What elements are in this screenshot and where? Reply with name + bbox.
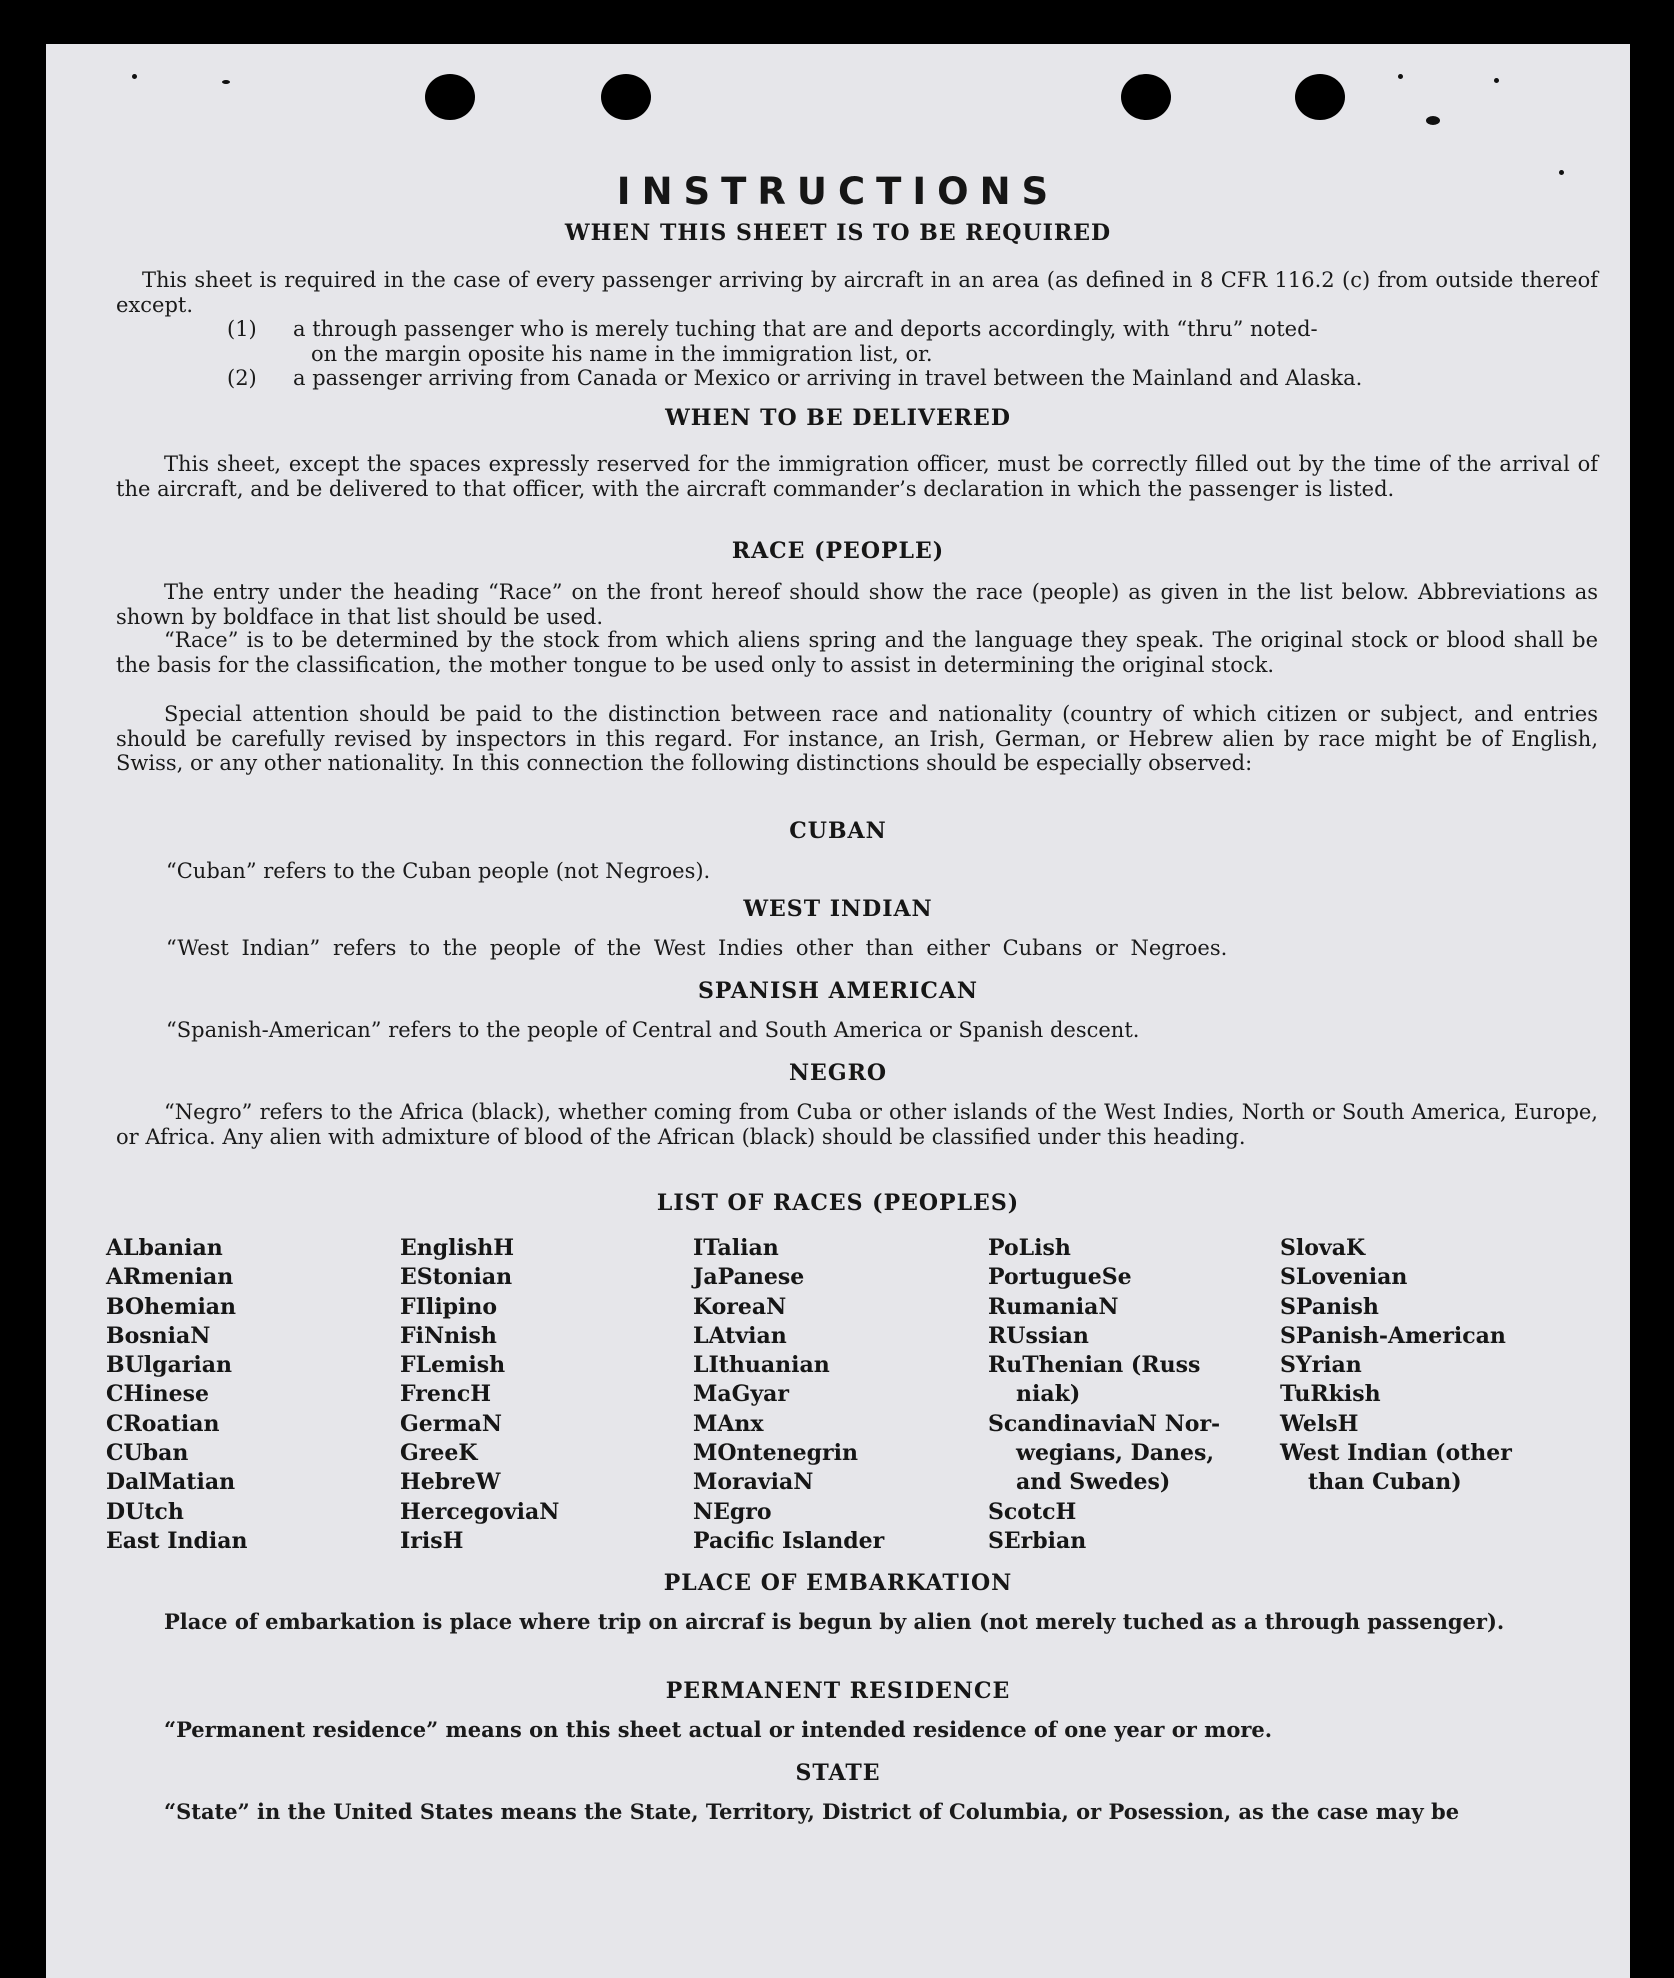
race-item-continued: than Cuban) bbox=[1308, 1469, 1462, 1496]
race-item: BosniaN bbox=[106, 1322, 211, 1349]
paragraph-race-2: “Race” is to be determined by the stock from which aliens spring and the language they speak. The original stock or blood shall be the basis for the classification, the mother tongue to be used only to assist in determining the original stock. bbox=[116, 628, 1598, 677]
scan-speck bbox=[1494, 78, 1499, 83]
race-item: ITalian bbox=[693, 1235, 779, 1261]
race-item: GreeK bbox=[400, 1440, 478, 1467]
heading-west-indian: WEST INDIAN bbox=[743, 896, 933, 922]
race-item: WelsH bbox=[1280, 1410, 1359, 1437]
race-item: SLovenian bbox=[1280, 1264, 1408, 1291]
exception-text-2: a passenger arriving from Canada or Mexico or arriving in travel between the Mainland and Alaska. bbox=[293, 366, 1363, 390]
exception-text-1: a through passenger who is merely tuching that are and deports accordingly, with “thru” noted- bbox=[293, 317, 1318, 341]
race-item: SYrian bbox=[1280, 1352, 1362, 1379]
race-item: RuThenian (Russ bbox=[988, 1352, 1201, 1379]
race-item: ALbanian bbox=[106, 1235, 223, 1261]
text-state: “State” in the United States means the State, Territory, District of Columbia, or Posession, as the case may be bbox=[164, 1799, 1460, 1824]
text-permanent-residence: “Permanent residence” means on this sheet actual or intended residence of one year or more. bbox=[164, 1717, 1273, 1742]
document-page bbox=[46, 44, 1630, 1978]
race-item: PoLish bbox=[988, 1235, 1071, 1261]
scan-speck bbox=[132, 74, 137, 79]
heading-cuban: CUBAN bbox=[789, 818, 887, 844]
text-west-indian: “West Indian” refers to the people of the West Indies other than either Cubans or Negroes. bbox=[166, 936, 1228, 960]
race-item: CRoatian bbox=[106, 1410, 220, 1437]
paragraph-embarkation: Place of embarkation is place where trip on aircraf is begun by alien (not merely tuched as a through passenger). bbox=[164, 1609, 1505, 1634]
race-item: JaPanese bbox=[693, 1264, 805, 1291]
races-column-3 bbox=[693, 1234, 884, 1556]
race-item: CHinese bbox=[106, 1381, 210, 1408]
race-item: KoreaN bbox=[693, 1293, 787, 1320]
race-item-continued: and Swedes) bbox=[1016, 1469, 1171, 1496]
race-item: MOntenegrin bbox=[693, 1440, 858, 1467]
race-item: BUlgarian bbox=[106, 1352, 232, 1379]
text-spanish-american: “Spanish-American” refers to the people of Central and South America or Spanish descent. bbox=[166, 1018, 1140, 1042]
scan-speck bbox=[1426, 116, 1440, 125]
race-item: SPanish bbox=[1280, 1293, 1379, 1320]
race-item: CUban bbox=[106, 1440, 189, 1467]
race-item: TuRkish bbox=[1280, 1381, 1381, 1408]
paragraph-race-1: The entry under the heading “Race” on the front hereof should show the race (people) as given in the list below. Abbreviations as shown by boldface in that list should be used. bbox=[116, 580, 1598, 629]
punch-hole bbox=[425, 74, 475, 120]
race-item: GermaN bbox=[400, 1410, 503, 1437]
paragraph-when-required bbox=[116, 268, 1598, 317]
race-item: FIlipino bbox=[400, 1293, 498, 1320]
race-item: West Indian (other bbox=[1280, 1440, 1512, 1467]
race-item: ARmenian bbox=[106, 1264, 234, 1291]
race-item: RumaniaN bbox=[988, 1293, 1119, 1320]
race-item: SPanish-American bbox=[1280, 1322, 1506, 1349]
races-column-1 bbox=[106, 1234, 248, 1556]
heading-list-of-races: LIST OF RACES (PEOPLES) bbox=[656, 1190, 1020, 1216]
heading-place-of-embarkation: PLACE OF EMBARKATION bbox=[663, 1570, 1013, 1596]
race-item: DalMatian bbox=[106, 1469, 236, 1496]
paragraph-negro: “Negro” refers to the Africa (black), whether coming from Cuba or other islands of the West Indies, North or South America, Europe, or Africa. Any alien with admixture of blood of the African (black) should be classified under this heading. bbox=[116, 1100, 1598, 1149]
punch-hole bbox=[1121, 74, 1171, 120]
race-item: MoraviaN bbox=[693, 1469, 814, 1496]
race-item: FiNnish bbox=[400, 1322, 497, 1349]
exception-number-1: (1) bbox=[227, 317, 257, 341]
race-item: PortugueSe bbox=[988, 1264, 1132, 1291]
heading-race: RACE (PEOPLE) bbox=[731, 538, 945, 564]
races-column-2 bbox=[400, 1234, 559, 1556]
heading-permanent-residence: PERMANENT RESIDENCE bbox=[665, 1678, 1011, 1704]
heading-negro: NEGRO bbox=[788, 1060, 888, 1086]
race-item: ScandinaviaN Nor- bbox=[988, 1410, 1221, 1437]
paragraph-race-3: Special attention should be paid to the distinction between race and nationality (country of which citizen or subject, and entries should be carefully revised by inspectors in this regard. For instance, an Irish, German, or Hebrew alien by race might be of English, Swiss, or any other nationality. In this connection the following distinctions should be especially observed: bbox=[116, 702, 1598, 776]
race-item: Pacific Islander bbox=[693, 1527, 885, 1554]
race-item: ScotcH bbox=[988, 1498, 1077, 1525]
race-item: BOhemian bbox=[106, 1293, 237, 1320]
races-column-4 bbox=[988, 1234, 1220, 1556]
race-item-continued: wegians, Danes, bbox=[1016, 1440, 1214, 1467]
race-item: RUssian bbox=[988, 1322, 1089, 1349]
race-item: EStonian bbox=[400, 1264, 513, 1291]
race-item: East Indian bbox=[106, 1527, 248, 1554]
race-item: SErbian bbox=[988, 1527, 1087, 1554]
race-item: NEgro bbox=[693, 1498, 772, 1525]
race-item: MAnx bbox=[693, 1410, 764, 1437]
punch-hole bbox=[601, 74, 651, 120]
intro-text: This sheet is required in the case of every passenger arriving by aircraft in an area (as defined in 8 CFR 116.2 (c) from outside thereof except. bbox=[116, 268, 1598, 317]
race-item: FLemish bbox=[400, 1352, 506, 1379]
heading-state: STATE bbox=[795, 1760, 881, 1786]
scan-speck bbox=[1398, 74, 1403, 79]
race-item: FrencH bbox=[400, 1381, 491, 1408]
race-item: DUtch bbox=[106, 1498, 184, 1525]
race-item: HebreW bbox=[400, 1469, 501, 1496]
paragraph-when-delivered: This sheet, except the spaces expressly reserved for the immigration officer, must be correctly filled out by the time of the arrival of the aircraft, and be delivered to that officer, with the aircraft commander’s declaration in which the passenger is listed. bbox=[116, 452, 1598, 501]
races-column-5 bbox=[1280, 1234, 1512, 1498]
heading-when-required: WHEN THIS SHEET IS TO BE REQUIRED bbox=[564, 220, 1112, 246]
heading-spanish-american: SPANISH AMERICAN bbox=[697, 978, 979, 1004]
race-item: SlovaK bbox=[1280, 1235, 1366, 1261]
punch-hole bbox=[1295, 74, 1345, 120]
exception-text-1b: on the margin oposite his name in the immigration list, or. bbox=[311, 342, 933, 366]
text-cuban: “Cuban” refers to the Cuban people (not Negroes). bbox=[166, 859, 711, 883]
race-item: LAtvian bbox=[693, 1322, 787, 1349]
race-item: IrisH bbox=[400, 1527, 464, 1554]
race-item: MaGyar bbox=[693, 1381, 790, 1408]
heading-when-delivered: WHEN TO BE DELIVERED bbox=[665, 405, 1011, 431]
exception-number-2: (2) bbox=[227, 366, 257, 390]
race-item: EnglishH bbox=[400, 1235, 515, 1261]
page-title: INSTRUCTIONS bbox=[616, 170, 1060, 213]
race-item: LIthuanian bbox=[693, 1352, 830, 1379]
scan-speck bbox=[222, 80, 230, 84]
race-item: HercegoviaN bbox=[400, 1498, 560, 1525]
race-item-continued: niak) bbox=[1016, 1381, 1081, 1408]
